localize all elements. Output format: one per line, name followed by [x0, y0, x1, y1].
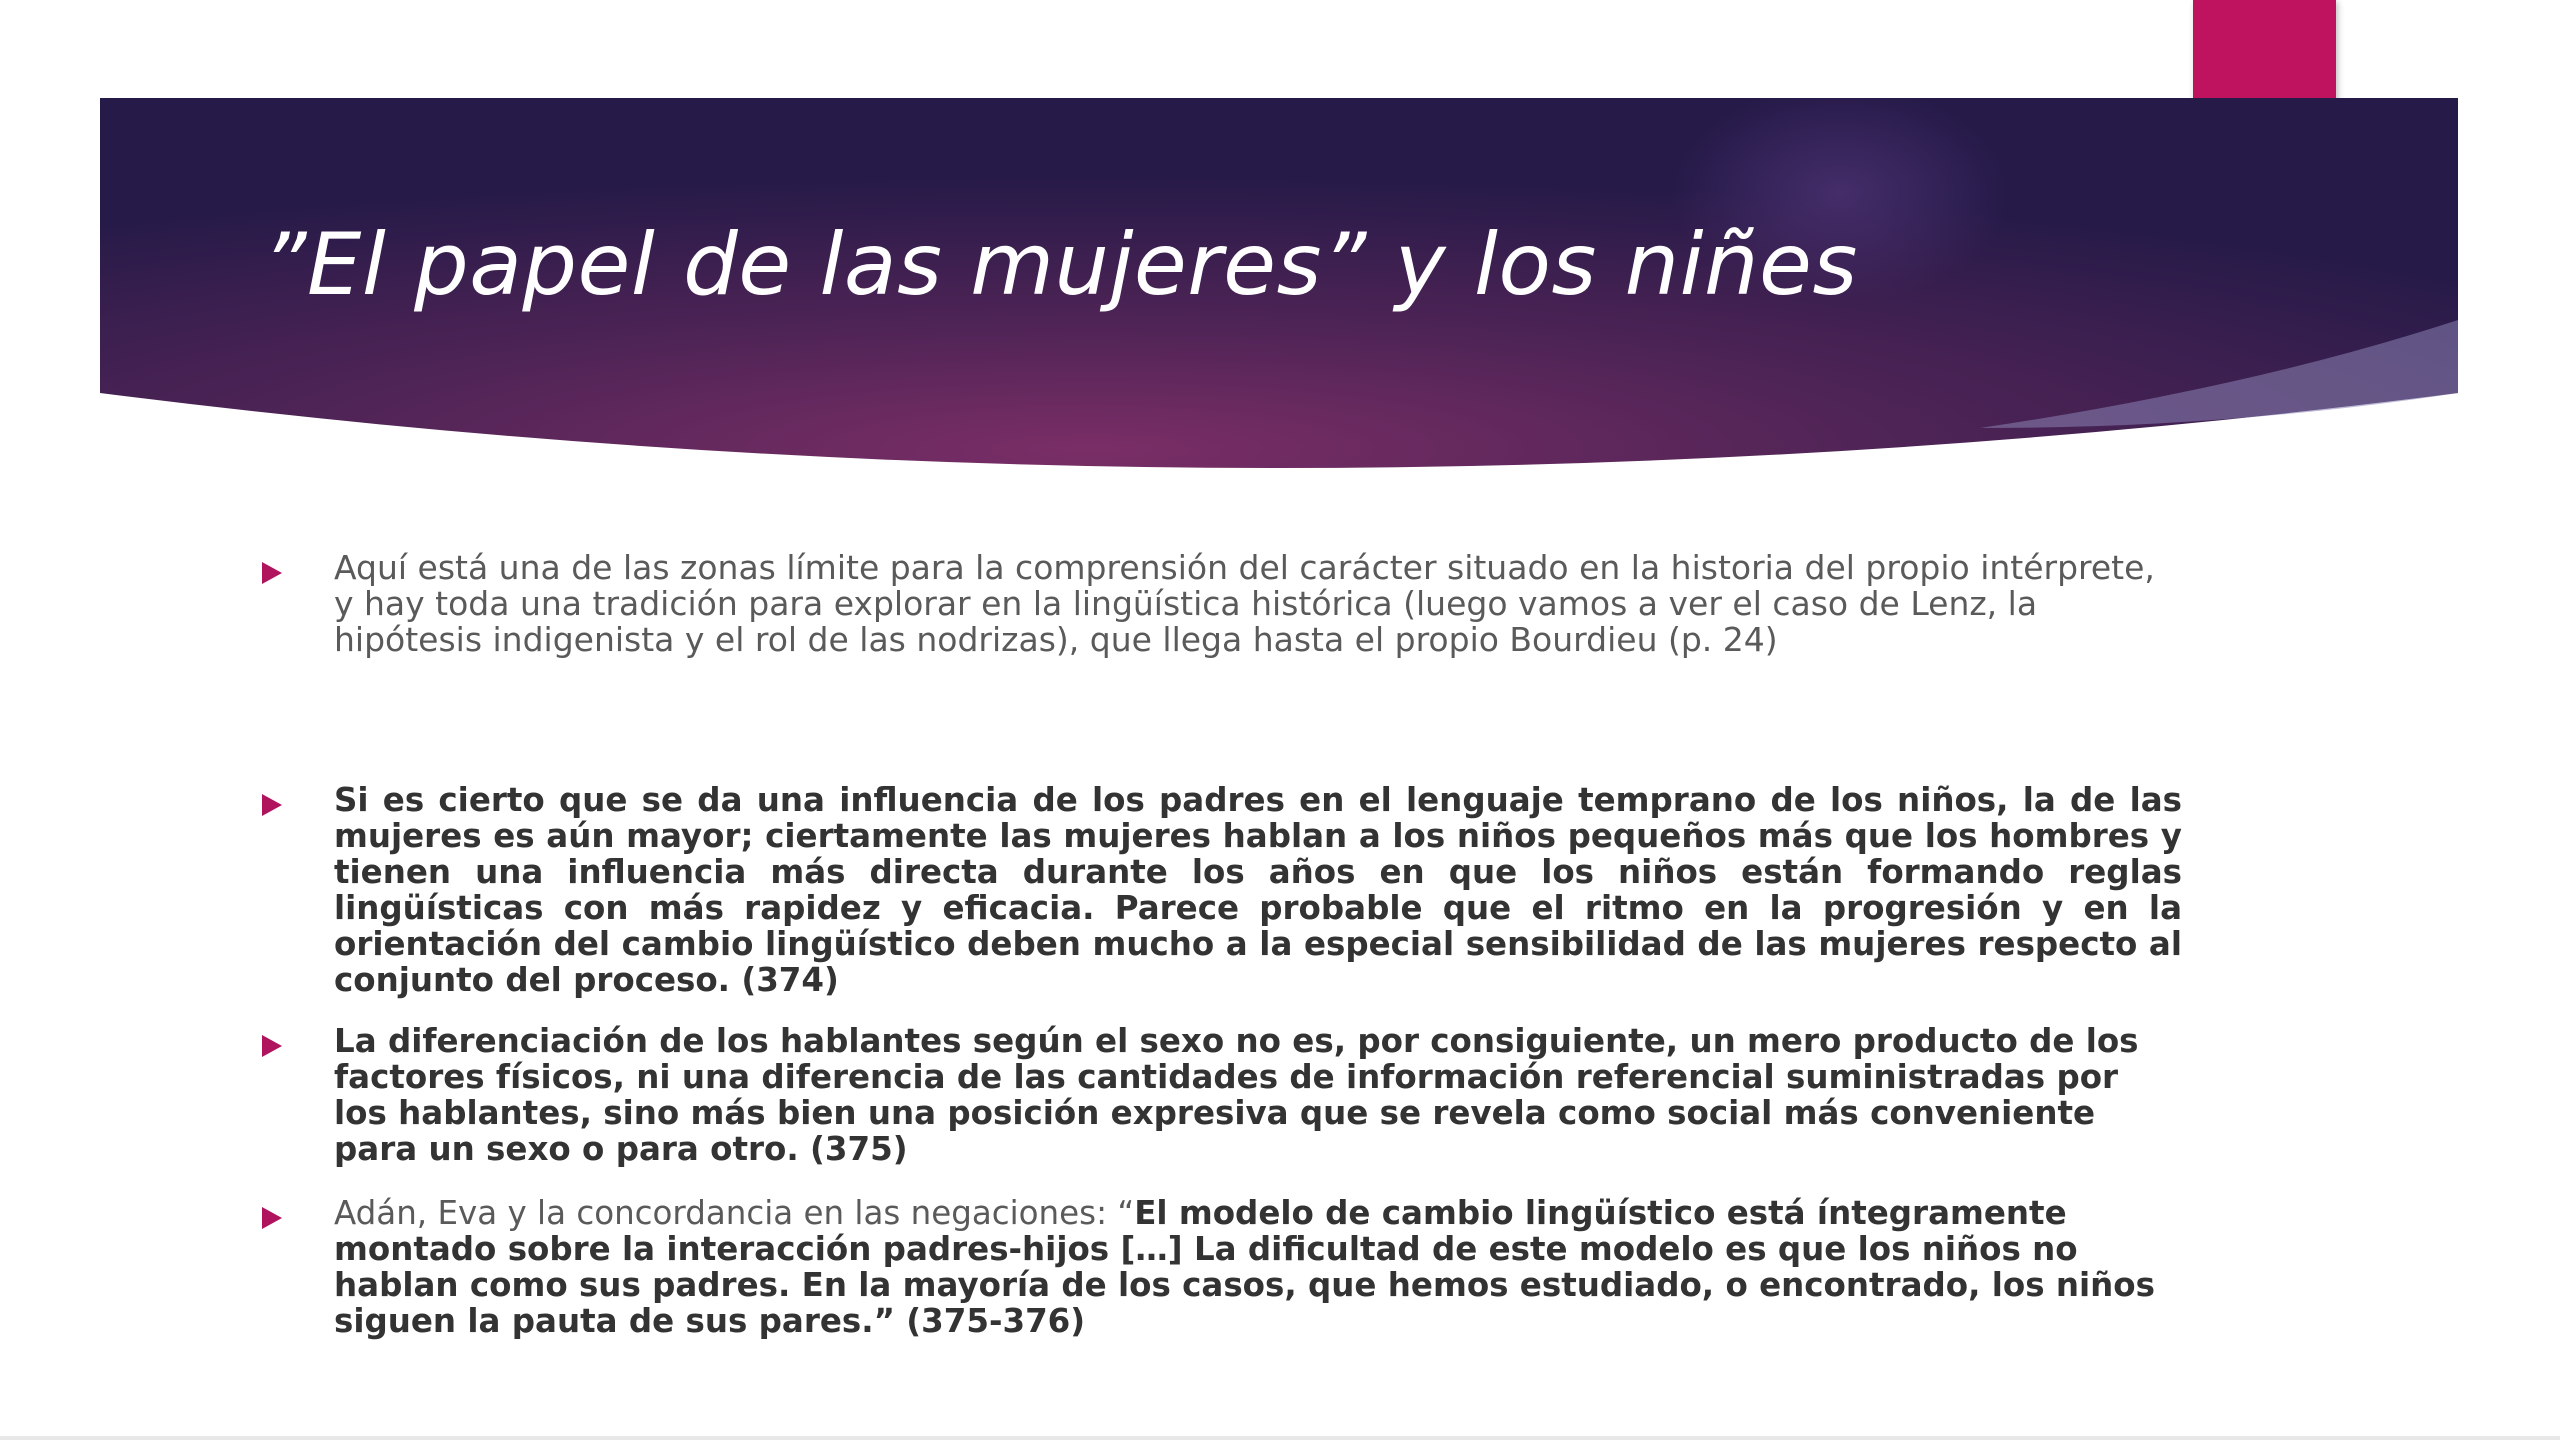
bullet-text: Si es cierto que se da una influencia de los padres en el lenguaje temprano de los niños, la de las mujeres es aún mayor; ciertamente las mujeres hablan a los niños pequeños más que los hombres y tienen una influencia más directa durante los años en que los niños están formando reglas lingüísticas con más rapidez y eficacia. Parece probable que el ritmo en la progresión y en la orientación del cambio lingüístico deben mucho a la especial sensibilidad de las mujeres respecto al conjunto del proceso. (374): [334, 781, 2182, 999]
bullet-text: Aquí está una de las zonas límite para la comprensión del carácter situado en la historia del propio intérprete, y hay toda una tradición para explorar en la lingüística histórica (luego vamos a ver el caso de Lenz, la hipótesis indigenista y el rol de las nodrizas), que llega hasta el propio Bourdieu (p. 24): [334, 548, 2155, 659]
bullet-arrow-icon: [262, 562, 282, 584]
bullet-arrow-icon: [262, 1035, 282, 1057]
bullet-text: [334, 1195, 2182, 1339]
bullet-arrow-icon: [262, 794, 282, 816]
bullet-quote-text: El modelo de cambio lingüístico está íntegramente montado sobre la interacción padres-hijos […] La dificultad de este modelo es que los niños no hablan como sus padres. En la mayoría de los casos, que hemos estudiado, o encontrado, los niños siguen la pauta de sus pares.” (375-376): [334, 1194, 2155, 1340]
bullet-text: La diferenciación de los hablantes según el sexo no es, por consiguiente, un mero producto de los factores físicos, ni una diferencia de las cantidades de información referencial suministradas por los hablantes, sino más bien una posición expresiva que se revela como social más conveniente para un sexo o para otro. (375): [334, 1022, 2139, 1168]
bullet-lead-text: Adán, Eva y la concordancia en las negaciones: “: [334, 1194, 1135, 1232]
slide-bottom-edge: [0, 1436, 2560, 1440]
slide-title: ”El papel de las mujeres” y los niñes: [262, 215, 1858, 315]
bullet-arrow-icon: [262, 1207, 282, 1229]
